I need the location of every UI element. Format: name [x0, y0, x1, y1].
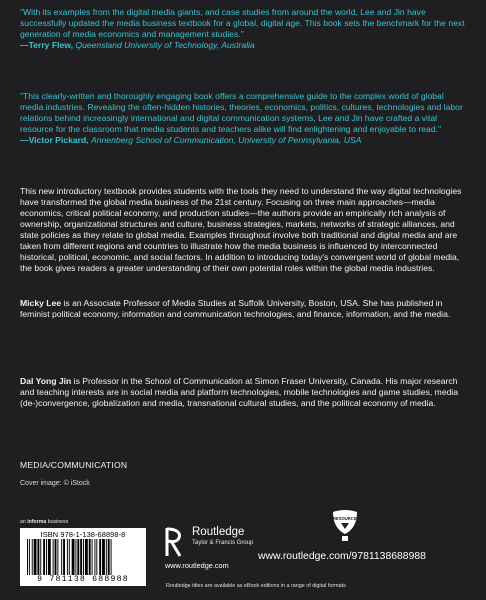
barcode-digits: 9 781138 688988: [37, 575, 129, 584]
review-quote-2: [20, 91, 468, 146]
reviewer-name: —Victor Pickard,: [20, 135, 89, 145]
author-bio-text: is Professor in the School of Communication at Simon Fraser University, Canada. His major research and teaching interests are in social media and platform technologies, mobile technologies and game studies, media (de-)convergence, globalization and media, transnational cultural studies, and the political economy of media.: [20, 376, 459, 408]
ebook-note: Routledge titles are available as eBook editions in a range of digital formats: [166, 583, 346, 589]
informa-business-line: an informa business: [20, 519, 69, 525]
author-bio-2: [20, 376, 468, 409]
routledge-logo-icon: [163, 526, 185, 560]
eresources-badge-icon: [330, 508, 360, 544]
barcode-bars: [26, 539, 140, 575]
book-description: This new introductory textbook provides students with the tools they need to understand the way digital technologies have transformed the global media business of the 21st century. Focusing on three main approaches—media economics, critical political economy, and production studies—the authors provide an empirically rich analysis of ownership, organizational structures and culture, business strategies, markets, networks of strategic alliances, and state policies as they relate to global media. Examples throughout involve both traditional and digital media and are taken from different regions and countries to illustrate how the media business is influenced by interconnected historical, political, economic, and social factors. In addition to introducing today's convergent world of global media, the book gives readers a greater understanding of their own potential roles within the global media industries.: [20, 186, 462, 273]
book-url: www.routledge.com/9781138688988: [258, 551, 426, 562]
quote-attribution: [20, 40, 468, 51]
reviewer-affiliation: Queensland University of Technology, Australia: [75, 40, 255, 50]
cover-credit: Cover image: © iStock: [20, 480, 90, 487]
publisher-group: Taylor & Francis Group: [192, 540, 254, 546]
barcode: [20, 528, 146, 586]
publisher-url: www.routledge.com: [165, 561, 229, 570]
author-bio-text: is an Associate Professor of Media Studies at Suffolk University, Boston, USA. She has published in feminist political economy, information and communication technologies, and finance, information, and the media.: [20, 298, 451, 319]
publisher-name: Routledge: [192, 526, 245, 538]
eresources-label: eRESOURCES: [330, 516, 360, 521]
author-bio-1: [20, 298, 468, 320]
quote-attribution: [20, 135, 468, 146]
isbn-label: ISBN 978-1-138-68898-8: [40, 530, 126, 539]
author-name: Dal Yong Jin: [20, 376, 72, 386]
quote-text: "This clearly-written and thoroughly engaging book offers a comprehensive guide to the complex world of global media industries. Revealing the often-hidden histories, theories, economics, politics, cultures, technologies and labor relations behind increasingly international and digital communication systems, Lee and Jin have crafted a vital resource for the classroom that media students and teachers alike will find enlightening and enjoyable to read.": [20, 91, 463, 134]
quote-text: "With its examples from the digital media giants, and case studies from around the world, Lee and Jin have successfully updated the media business textbook for a global, digital age. This book sets the benchmark for the next generation of media economics and management studies.": [20, 7, 465, 39]
reviewer-name: —Terry Flew,: [20, 40, 74, 50]
subject-category: MEDIA/COMMUNICATION: [20, 460, 128, 470]
review-quote-1: [20, 7, 468, 51]
reviewer-affiliation: Annenberg School of Communication, University of Pennsylvania, USA: [91, 135, 362, 145]
author-name: Micky Lee: [20, 298, 62, 308]
informa-logo-text: informa: [27, 519, 47, 525]
